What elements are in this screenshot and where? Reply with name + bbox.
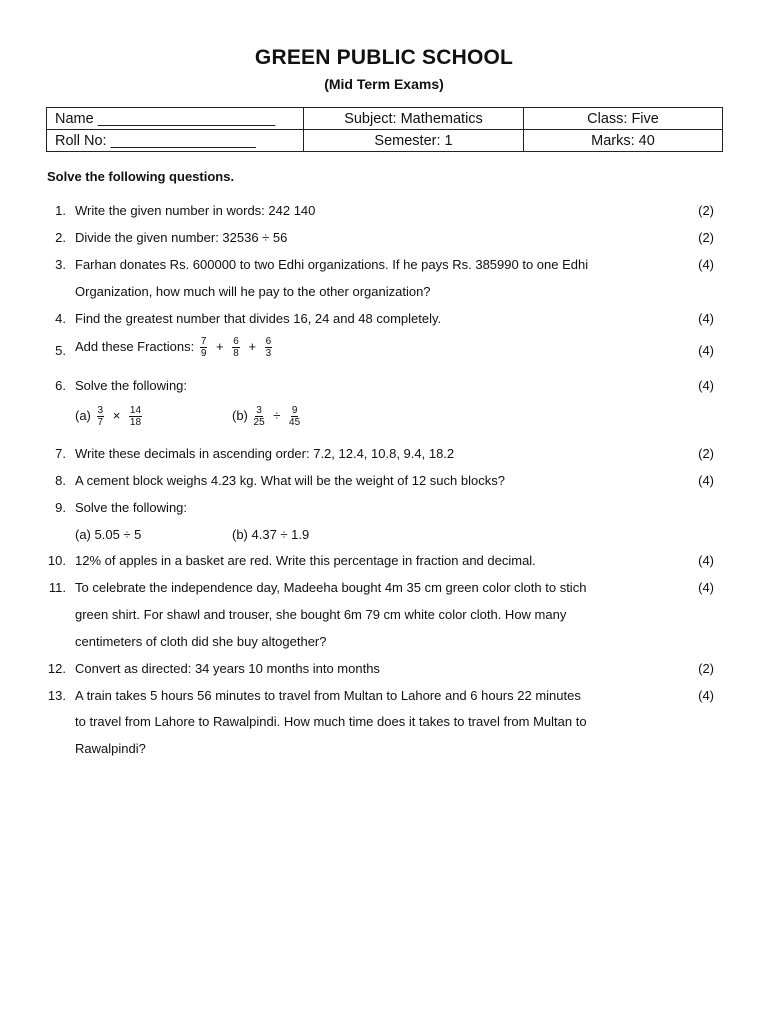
question-text-line-2: Organization, how much will he pay to the other organization?	[75, 284, 431, 299]
question-marks: (2)	[698, 230, 714, 245]
fraction: $\frac{7}{9}$	[200, 336, 207, 359]
part-b	[232, 405, 382, 428]
question-number: 7.	[55, 446, 66, 461]
question-marks: (4)	[698, 378, 714, 393]
question-number: 13.	[47, 688, 66, 703]
question-marks: (4)	[698, 553, 714, 568]
question-text-line-1: Farhan donates Rs. 600000 to two Edhi organizations. If he pays Rs. 385990 to one Edhi	[75, 257, 589, 272]
question-number: 2.	[55, 230, 66, 245]
question-marks: (4)	[698, 257, 714, 272]
question-text-line-1: A train takes 5 hours 56 minutes to travel from Multan to Lahore and 6 hours 22 minutes	[75, 688, 581, 703]
question-number: 3.	[55, 257, 66, 272]
fraction: $\frac{14}{18}$	[129, 405, 142, 428]
part-b: (b) 4.37 ÷ 1.9	[232, 527, 310, 542]
question-text-line-3: Rawalpindi?	[75, 741, 146, 756]
question-number: 6.	[55, 378, 66, 393]
plus-sign: +	[248, 338, 257, 354]
question-number: 1.	[55, 203, 66, 218]
fraction: $\frac{9}{45}$	[289, 405, 301, 428]
question-text: Solve the following:	[75, 378, 188, 393]
multiply-sign: ×	[112, 407, 121, 423]
fraction: $\frac{3}{7}$	[97, 405, 104, 428]
question-marks: (4)	[698, 580, 714, 595]
question-text-line-2: green shirt. For shawl and trouser, she bought 6m 79 cm white color cloth. How many	[75, 607, 567, 622]
question-number: 4.	[55, 311, 66, 326]
question-text: Write the given number in words: 242 140	[75, 203, 316, 218]
question-marks: (4)	[698, 473, 714, 488]
subject-cell: Subject: Mathematics	[304, 108, 524, 130]
question-marks: (2)	[698, 203, 714, 218]
divide-sign: ÷	[273, 407, 281, 423]
fraction: $\frac{6}{3}$	[265, 336, 272, 359]
name-field: Name ______________________	[47, 108, 304, 130]
class-cell: Class: Five	[524, 108, 723, 130]
part-a	[75, 405, 225, 428]
question-prompt: Add these Fractions:	[75, 338, 195, 354]
question-text: 12% of apples in a basket are red. Write this percentage in fraction and decimal.	[75, 553, 536, 568]
question-number: 8.	[55, 473, 66, 488]
exam-title: (Mid Term Exams)	[324, 76, 444, 92]
question-text: Write these decimals in ascending order: 7.2, 12.4, 10.8, 9.4, 18.2	[75, 446, 455, 461]
semester-cell: Semester: 1	[304, 130, 524, 152]
fraction: $\frac{6}{8}$	[233, 336, 239, 359]
question-text: Divide the given number: 32536 ÷ 56	[75, 230, 288, 245]
question-text	[75, 336, 675, 359]
question-marks: (4)	[698, 343, 714, 358]
question-text: Convert as directed: 34 years 10 months into months	[75, 661, 380, 676]
question-marks: (4)	[698, 311, 714, 326]
question-number: 10.	[47, 553, 66, 568]
part-b-label: (b)	[232, 407, 248, 423]
question-text-line-1: To celebrate the independence day, Madeeha bought 4m 35 cm green color cloth to stich	[75, 580, 587, 595]
school-name: GREEN PUBLIC SCHOOL	[254, 46, 514, 69]
question-text: Find the greatest number that divides 16, 24 and 48 completely.	[75, 311, 442, 326]
question-text-line-2: to travel from Lahore to Rawalpindi. How much time does it takes to travel from Multan to	[75, 714, 587, 729]
question-number: 12.	[47, 661, 66, 676]
student-info-table	[46, 107, 723, 152]
instructions: Solve the following questions.	[47, 169, 235, 184]
plus-sign: +	[216, 338, 224, 354]
question-marks: (2)	[698, 446, 714, 461]
marks-cell: Marks: 40	[524, 130, 723, 152]
question-number: 5.	[55, 343, 66, 358]
fraction: $\frac{3}{25}$	[253, 405, 265, 428]
question-text: Solve the following:	[75, 500, 188, 515]
roll-no-field: Roll No: __________________	[47, 130, 304, 152]
question-number: 9.	[55, 500, 66, 515]
question-text-line-3: centimeters of cloth did she buy altogether?	[75, 634, 327, 649]
part-a: (a) 5.05 ÷ 5	[75, 527, 142, 542]
question-marks: (4)	[698, 688, 714, 703]
part-a-label: (a)	[75, 407, 91, 423]
question-text: A cement block weighs 4.23 kg. What will be the weight of 12 such blocks?	[75, 473, 505, 488]
question-marks: (2)	[698, 661, 714, 676]
question-number: 11.	[48, 580, 66, 595]
